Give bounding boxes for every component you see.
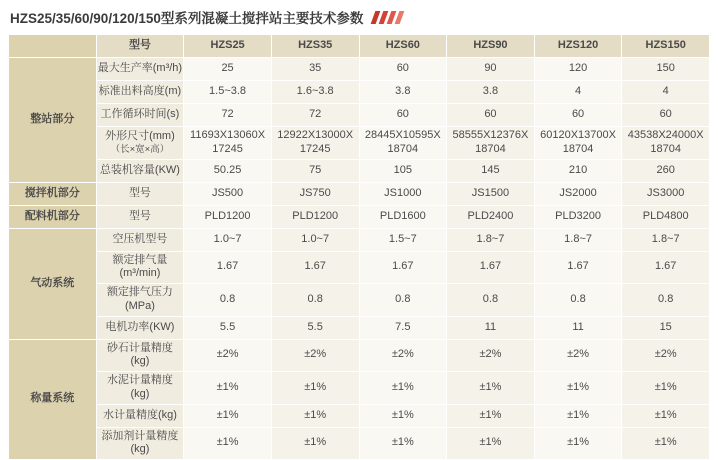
group-label-cell: 配料机部分 xyxy=(9,205,97,228)
value-cell xyxy=(184,127,272,160)
value-text: 60120X13700X 18704 xyxy=(540,129,616,155)
model-column-header: HZS90 xyxy=(447,35,535,58)
value-cell: 1.67 xyxy=(622,251,710,284)
row-label-cell xyxy=(96,339,184,372)
value-cell: 1.8~7 xyxy=(534,228,622,251)
value-cell: 15 xyxy=(622,316,710,339)
value-cell: ±1% xyxy=(534,427,622,460)
group-label-cell: 称量系统 xyxy=(9,339,97,460)
value-cell: 5.5 xyxy=(271,316,359,339)
value-text: 58555X12376X 18704 xyxy=(452,129,529,155)
value-cell: 3.8 xyxy=(359,81,447,104)
value-cell: 0.8 xyxy=(359,284,447,317)
value-cell: ±1% xyxy=(359,372,447,405)
value-cell: ±1% xyxy=(271,404,359,427)
page-header xyxy=(0,0,718,34)
row-label-cell xyxy=(96,159,184,182)
value-cell: ±2% xyxy=(447,339,535,372)
row-label-cell xyxy=(96,404,184,427)
model-column-header: HZS35 xyxy=(271,35,359,58)
table-corner-cell xyxy=(9,35,97,58)
group-label-cell: 整站部分 xyxy=(9,58,97,183)
row-label-text: 水泥计量精度(kg) xyxy=(106,374,173,400)
value-cell: 1.67 xyxy=(271,251,359,284)
row-label-cell xyxy=(96,228,184,251)
value-cell: ±1% xyxy=(184,404,272,427)
value-cell: 35 xyxy=(271,58,359,81)
row-label-text: 最大生产率(m³/h) xyxy=(97,62,183,75)
value-cell: 0.8 xyxy=(534,284,622,317)
value-cell: 72 xyxy=(271,104,359,127)
row-label-cell xyxy=(96,372,184,405)
value-cell: 1.67 xyxy=(534,251,622,284)
table-row xyxy=(9,81,710,104)
value-cell: 4 xyxy=(534,81,622,104)
table-row xyxy=(9,427,710,460)
value-cell: ±1% xyxy=(184,372,272,405)
value-cell: ±1% xyxy=(447,404,535,427)
value-cell xyxy=(622,127,710,160)
value-cell: PLD3200 xyxy=(534,205,622,228)
table-row xyxy=(9,372,710,405)
model-column-header: HZS25 xyxy=(184,35,272,58)
value-cell: ±1% xyxy=(447,427,535,460)
row-label-cell xyxy=(96,58,184,81)
table-header-row xyxy=(9,35,710,58)
value-cell: JS1500 xyxy=(447,182,535,205)
table-row xyxy=(9,58,710,81)
value-cell: JS3000 xyxy=(622,182,710,205)
row-label-text: 额定排气压力(MPa) xyxy=(106,286,173,312)
value-cell: 60 xyxy=(359,104,447,127)
model-header-cell: 型号 xyxy=(96,35,184,58)
value-cell: ±1% xyxy=(359,404,447,427)
page-title: HZS25/35/60/90/120/150型系列混凝土搅拌站主要技术参数 xyxy=(10,11,364,26)
value-cell: 1.5~7 xyxy=(359,228,447,251)
row-label-text: 额定排气量(m³/min) xyxy=(112,253,168,280)
value-cell: PLD1200 xyxy=(271,205,359,228)
value-cell: 60 xyxy=(447,104,535,127)
value-cell: 210 xyxy=(534,159,622,182)
row-label-cell xyxy=(96,182,184,205)
row-label-text: 标准出料高度(m) xyxy=(98,85,182,98)
row-label-text: 工作循环时间(s) xyxy=(100,108,180,121)
row-label-text: 砂石计量精度(kg) xyxy=(106,341,173,368)
row-label-cell xyxy=(96,81,184,104)
model-column-header: HZS60 xyxy=(359,35,447,58)
row-label-cell xyxy=(96,316,184,339)
row-label-text: 水计量精度(kg) xyxy=(102,408,177,421)
value-text: 28445X10595X 18704 xyxy=(364,129,441,155)
value-cell xyxy=(271,127,359,160)
row-label-text: 总装机容量(KW) xyxy=(99,163,180,176)
value-cell: ±2% xyxy=(622,339,710,372)
table-row xyxy=(9,316,710,339)
model-column-header: HZS150 xyxy=(622,35,710,58)
row-label-subtext: （长×宽×高） xyxy=(110,143,170,155)
row-label-text: 空压机型号 xyxy=(112,232,168,245)
table-row xyxy=(9,182,710,205)
row-label-cell xyxy=(96,251,184,284)
value-cell: 1.8~7 xyxy=(622,228,710,251)
table-row xyxy=(9,127,710,160)
value-cell: 260 xyxy=(622,159,710,182)
value-cell: 1.67 xyxy=(359,251,447,284)
table-row xyxy=(9,404,710,427)
value-cell: 90 xyxy=(447,58,535,81)
value-cell: 11 xyxy=(447,316,535,339)
value-cell: ±1% xyxy=(534,404,622,427)
value-cell: ±1% xyxy=(534,372,622,405)
row-label-text: 外形尺寸(mm) xyxy=(105,129,175,142)
table-row xyxy=(9,251,710,284)
value-cell xyxy=(534,127,622,160)
value-cell: 1.8~7 xyxy=(447,228,535,251)
value-cell: JS2000 xyxy=(534,182,622,205)
value-cell: 0.8 xyxy=(271,284,359,317)
value-cell: 0.8 xyxy=(622,284,710,317)
value-cell: JS750 xyxy=(271,182,359,205)
value-text: 12922X13000X 17245 xyxy=(277,129,354,155)
table-row xyxy=(9,284,710,317)
value-cell: PLD1200 xyxy=(184,205,272,228)
value-cell: 25 xyxy=(184,58,272,81)
row-label-text: 型号 xyxy=(128,186,151,199)
row-label-text: 电机功率(KW) xyxy=(105,320,175,333)
table-row xyxy=(9,159,710,182)
row-label-cell xyxy=(96,284,184,317)
value-cell: 1.5~3.8 xyxy=(184,81,272,104)
value-cell: 105 xyxy=(359,159,447,182)
row-label-cell xyxy=(96,104,184,127)
value-cell: ±1% xyxy=(622,372,710,405)
model-column-header: HZS120 xyxy=(534,35,622,58)
value-cell: 1.67 xyxy=(184,251,272,284)
row-label-text: 添加剂计量精度(kg) xyxy=(101,429,179,456)
value-cell: 120 xyxy=(534,58,622,81)
group-label-cell: 气动系统 xyxy=(9,228,97,339)
value-cell: ±1% xyxy=(359,427,447,460)
value-cell: 60 xyxy=(622,104,710,127)
value-cell: 150 xyxy=(622,58,710,81)
value-cell: PLD2400 xyxy=(447,205,535,228)
value-cell: ±1% xyxy=(622,427,710,460)
value-cell: 1.67 xyxy=(447,251,535,284)
row-label-cell xyxy=(96,127,184,160)
value-text: 11693X13060X 17245 xyxy=(190,129,266,155)
value-cell: 4 xyxy=(622,81,710,104)
table-row xyxy=(9,228,710,251)
value-cell: 5.5 xyxy=(184,316,272,339)
row-label-cell xyxy=(96,205,184,228)
value-text: 43538X24000X 18704 xyxy=(627,129,704,155)
value-cell: 11 xyxy=(534,316,622,339)
value-cell: JS1000 xyxy=(359,182,447,205)
value-cell: 1.0~7 xyxy=(271,228,359,251)
row-label-cell xyxy=(96,427,184,460)
value-cell: 72 xyxy=(184,104,272,127)
value-cell: 1.6~3.8 xyxy=(271,81,359,104)
value-cell: 3.8 xyxy=(447,81,535,104)
table-row xyxy=(9,205,710,228)
value-cell: PLD1600 xyxy=(359,205,447,228)
value-cell: 0.8 xyxy=(184,284,272,317)
value-cell: ±1% xyxy=(447,372,535,405)
value-cell: 75 xyxy=(271,159,359,182)
value-cell: 7.5 xyxy=(359,316,447,339)
row-label-text: 型号 xyxy=(128,209,151,222)
value-cell: ±1% xyxy=(271,372,359,405)
table-row xyxy=(9,339,710,372)
value-cell: ±2% xyxy=(534,339,622,372)
value-cell: ±2% xyxy=(271,339,359,372)
group-label-cell: 搅拌机部分 xyxy=(9,182,97,205)
value-cell: 50.25 xyxy=(184,159,272,182)
value-cell: 1.0~7 xyxy=(184,228,272,251)
table-row xyxy=(9,104,710,127)
value-cell: ±1% xyxy=(622,404,710,427)
value-cell: ±2% xyxy=(359,339,447,372)
spec-table xyxy=(8,34,710,460)
value-cell: 145 xyxy=(447,159,535,182)
red-slashes-icon xyxy=(373,11,402,24)
value-cell: ±2% xyxy=(184,339,272,372)
value-cell xyxy=(447,127,535,160)
value-cell: JS500 xyxy=(184,182,272,205)
value-cell: ±1% xyxy=(271,427,359,460)
value-cell: 60 xyxy=(359,58,447,81)
value-cell: ±1% xyxy=(184,427,272,460)
value-cell: 60 xyxy=(534,104,622,127)
value-cell: PLD4800 xyxy=(622,205,710,228)
value-cell: 0.8 xyxy=(447,284,535,317)
value-cell xyxy=(359,127,447,160)
